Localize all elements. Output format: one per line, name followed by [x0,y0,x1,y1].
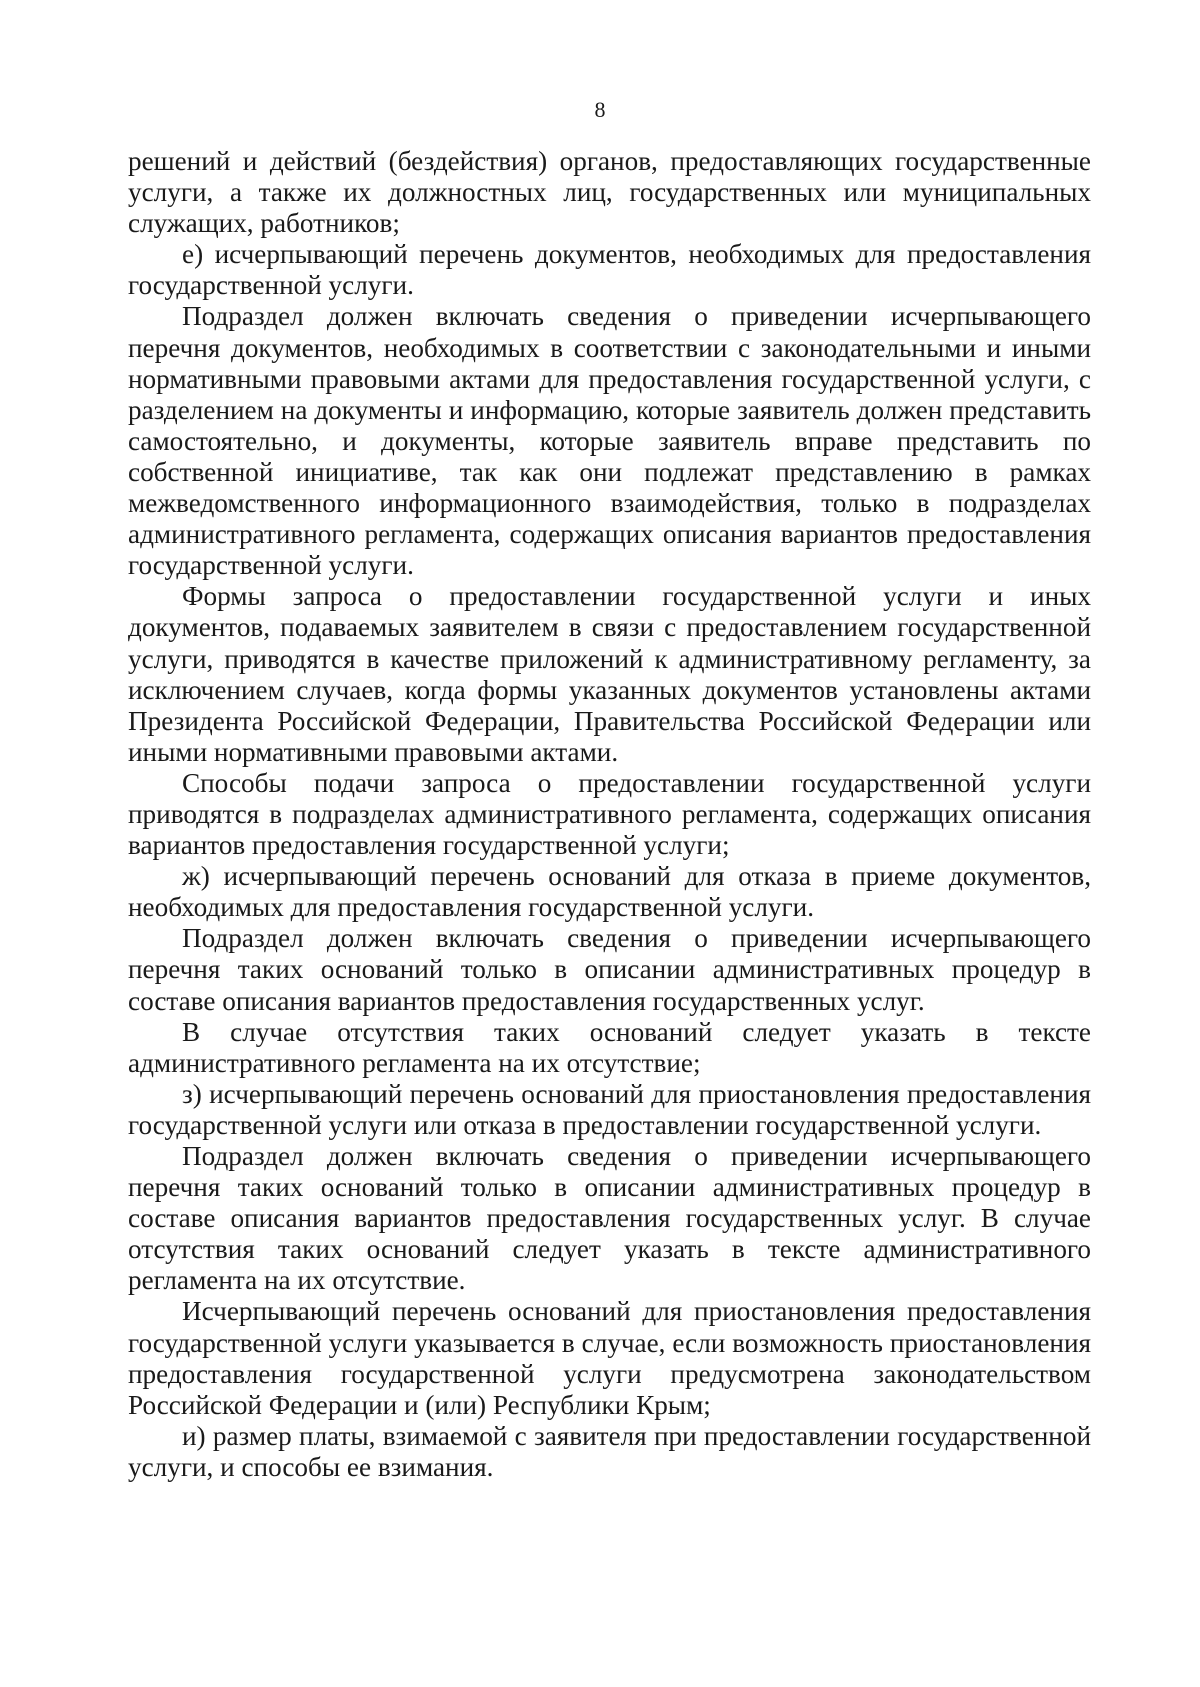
paragraph-request-forms: Формы запроса о предоставлении государственной услуги и иных документов, подаваемых заявителем в связи с предоставлением государственной услуги, приводятся в качестве приложений к административному регламенту, за исключением случаев, когда формы указанных документов установлены актами Президента Российской Федерации, Правительства Российской Федерации или иными нормативными правовыми актами. [128,581,1091,767]
paragraph-documents-list: Подраздел должен включать сведения о приведении исчерпывающего перечня документов, необходимых в соответствии с законодательными и иными нормативными правовыми актами для предоставления государственной услуги, с разделением на документы и информацию, которые заявитель должен представить самостоятельно, и документы, которые заявитель вправе представить по собственной инициативе, так как они подлежат представлению в рамках межведомственного информационного взаимодействия, только в подразделах административного регламента, содержащих описания вариантов предоставления государственной услуги. [128,301,1091,581]
paragraph-suspension-list: Исчерпывающий перечень оснований для приостановления предоставления государственной услуги указывается в случае, если возможность приостановления предоставления государственной услуги предусмотрена законодательством Российской Федерации и (или) Республики Крым; [128,1296,1091,1420]
paragraph-item-e: е) исчерпывающий перечень документов, необходимых для предоставления государственной услуги. [128,239,1091,301]
page-number: 8 [594,97,606,122]
paragraph-submission-methods: Способы подачи запроса о предоставлении государственной услуги приводятся в подразделах административного регламента, содержащих описания вариантов предоставления государственной услуги; [128,767,1091,861]
document-body [128,146,1091,1483]
paragraph-continuation: решений и действий (бездействия) органов, предоставляющих государственные услуги, а также их должностных лиц, государственных или муниципальных служащих, работников; [128,146,1091,239]
paragraph-item-z: з) исчерпывающий перечень оснований для приостановления предоставления государственной услуги или отказа в предоставлении государственной услуги. [128,1078,1091,1140]
paragraph-item-i: и) размер платы, взимаемой с заявителя при предоставлении государственной услуги, и способы ее взимания. [128,1420,1091,1482]
paragraph-no-grounds: В случае отсутствия таких оснований следует указать в тексте административного регламента на их отсутствие; [128,1016,1091,1078]
paragraph-suspension-grounds: Подраздел должен включать сведения о приведении исчерпывающего перечня таких оснований только в описании административных процедур в составе описания вариантов предоставления государственных услуг. В случае отсутствия таких оснований следует указать в тексте административного регламента на их отсутствие. [128,1141,1091,1296]
paragraph-item-zh: ж) исчерпывающий перечень оснований для отказа в приеме документов, необходимых для предоставления государственной услуги. [128,861,1091,923]
paragraph-refusal-grounds: Подраздел должен включать сведения о приведении исчерпывающего перечня таких оснований только в описании административных процедур в составе описания вариантов предоставления государственных услуг. [128,923,1091,1016]
